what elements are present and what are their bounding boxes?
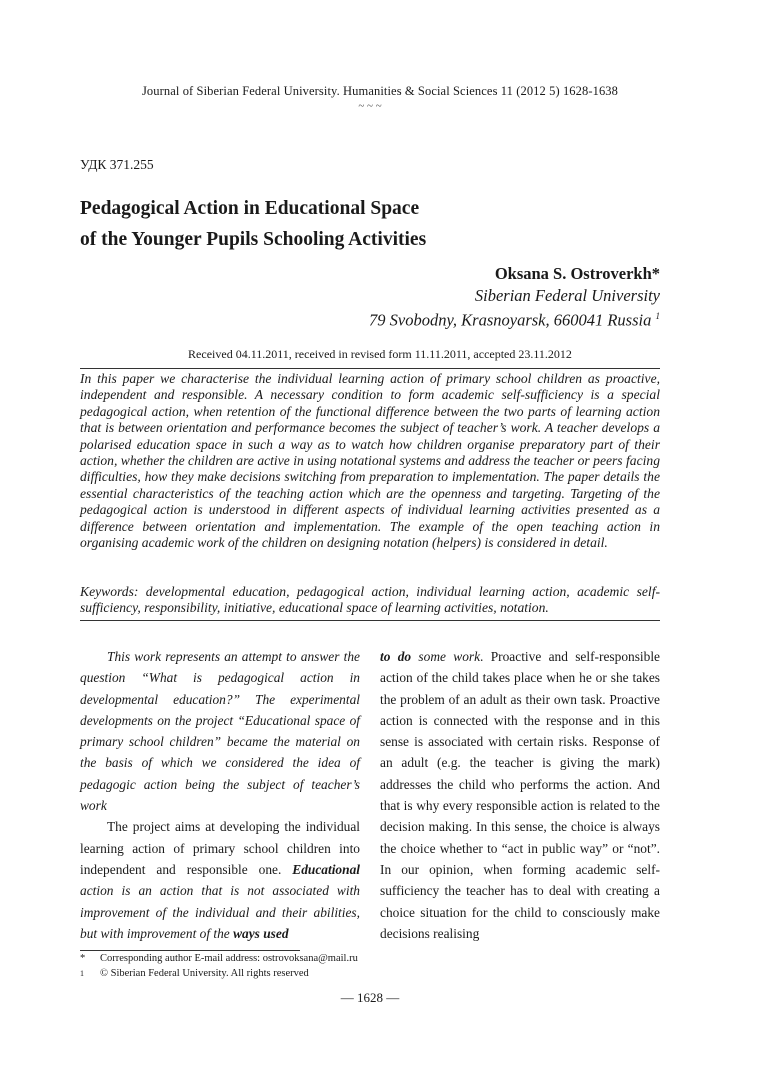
paper-title xyxy=(80,193,680,255)
body-text: . Proactive and self-responsible action of the child takes place when he or she takes the problem of an adult as their own task. Proactive action is connected with the response and in this sense is associated with certain risks. Response of an adult (e.g. the teacher is giving the mark) addresses the child who performs the action. And that is why every responsible action is related to the decision making. In this sense, the choice is always the choice whether to “act in public way” or “not”. In our opinion, when forming academic self-sufficiency the teacher has to deal with creating a choice situation for the child to consciously make decisions realising xyxy=(380,649,661,941)
italic-text: some work xyxy=(411,649,481,664)
body-column-left xyxy=(80,646,360,944)
footnote xyxy=(80,967,640,982)
footnote-text: Corresponding author E-mail address: ostrovoksana@mail.ru xyxy=(100,953,358,964)
author-name: Oksana S. Ostroverkh* xyxy=(494,264,660,283)
author-address-line xyxy=(369,306,660,331)
header-ornament: ~ ~ ~ xyxy=(358,100,382,112)
emphasis-text: ways used xyxy=(233,925,289,941)
body-paragraph xyxy=(380,646,660,944)
italic-text: action is an action that is not associated with improvement of the individual and their abilities, but with improvement of the xyxy=(80,883,360,941)
keywords: Keywords: developmental education, pedagogical action, individual learning action, academic self-sufficiency, responsibility, initiative, educational space of learning activities, notation. xyxy=(80,584,660,616)
author-affiliation: Siberian Federal University xyxy=(474,285,660,305)
received-dates: Received 04.11.2011, received in revised form 11.11.2011, accepted 23.11.2012 xyxy=(188,347,572,361)
body-text: The project aims at developing the individual learning action of primary school children into independent and responsible one. xyxy=(80,819,360,877)
footnotes xyxy=(80,952,640,981)
emphasis-text: Educational xyxy=(292,861,360,877)
title-line-1: Pedagogical Action in Educational Space xyxy=(80,198,420,219)
author-footnote-ref: 1 xyxy=(655,311,660,321)
body-column-right xyxy=(380,646,660,944)
abstract: In this paper we characterise the individual learning action of primary school children as proactive, independent and responsible. A necessary condition to form academic self-sufficiency is a special pedagogical action, when retention of the functional difference between the two parts of learning action that is between orientation and performance becomes the subject of teacher’s work. A teacher develops a polarised education space in such a way as to watch how children organise preparatory part of their action, whether the children are active in using notational systems and address the teacher or peers facing difficulties, how they make decisions switching from preparation to implementation. The paper details the essential characteristics of the teaching action which are the openness and targeting. Targeting of the pedagogical action is understood in different aspects of individual learning activities presented as a difference between orientation and implementation. The example of the open teaching action in organising academic work of the children on designing notation (helpers) is considered in detail. xyxy=(80,371,660,551)
author-address: 79 Svobodny, Krasnoyarsk, 660041 Russia xyxy=(369,310,652,330)
body-paragraph xyxy=(80,816,360,944)
footnote xyxy=(80,952,640,967)
body-paragraph: This work represents an attempt to answer the question “What is pedagogical action in developmental education?” The experimental developments on the project “Educational space of primary school children” became the material on the basis of which we considered the idea of pedagogic action being the subject of teacher’s work xyxy=(80,649,360,814)
footnote-text: © Siberian Federal University. All rights reserved xyxy=(100,967,309,979)
abstract-top-rule xyxy=(80,368,660,369)
footnote-mark: 1 xyxy=(80,968,84,978)
footnote-mark: * xyxy=(80,953,86,964)
keywords-bottom-rule xyxy=(80,620,660,621)
footnote-rule xyxy=(80,950,300,951)
title-line-2: of the Younger Pupils Schooling Activities xyxy=(80,229,427,250)
page-number: — 1628 — xyxy=(340,990,400,1005)
journal-header: Journal of Siberian Federal University. Humanities & Social Sciences 11 (2012 5) 1628-1638 xyxy=(141,84,619,98)
udk-code: УДК 371.255 xyxy=(80,157,154,172)
author-block xyxy=(369,263,660,331)
emphasis-text: to do xyxy=(380,649,412,664)
